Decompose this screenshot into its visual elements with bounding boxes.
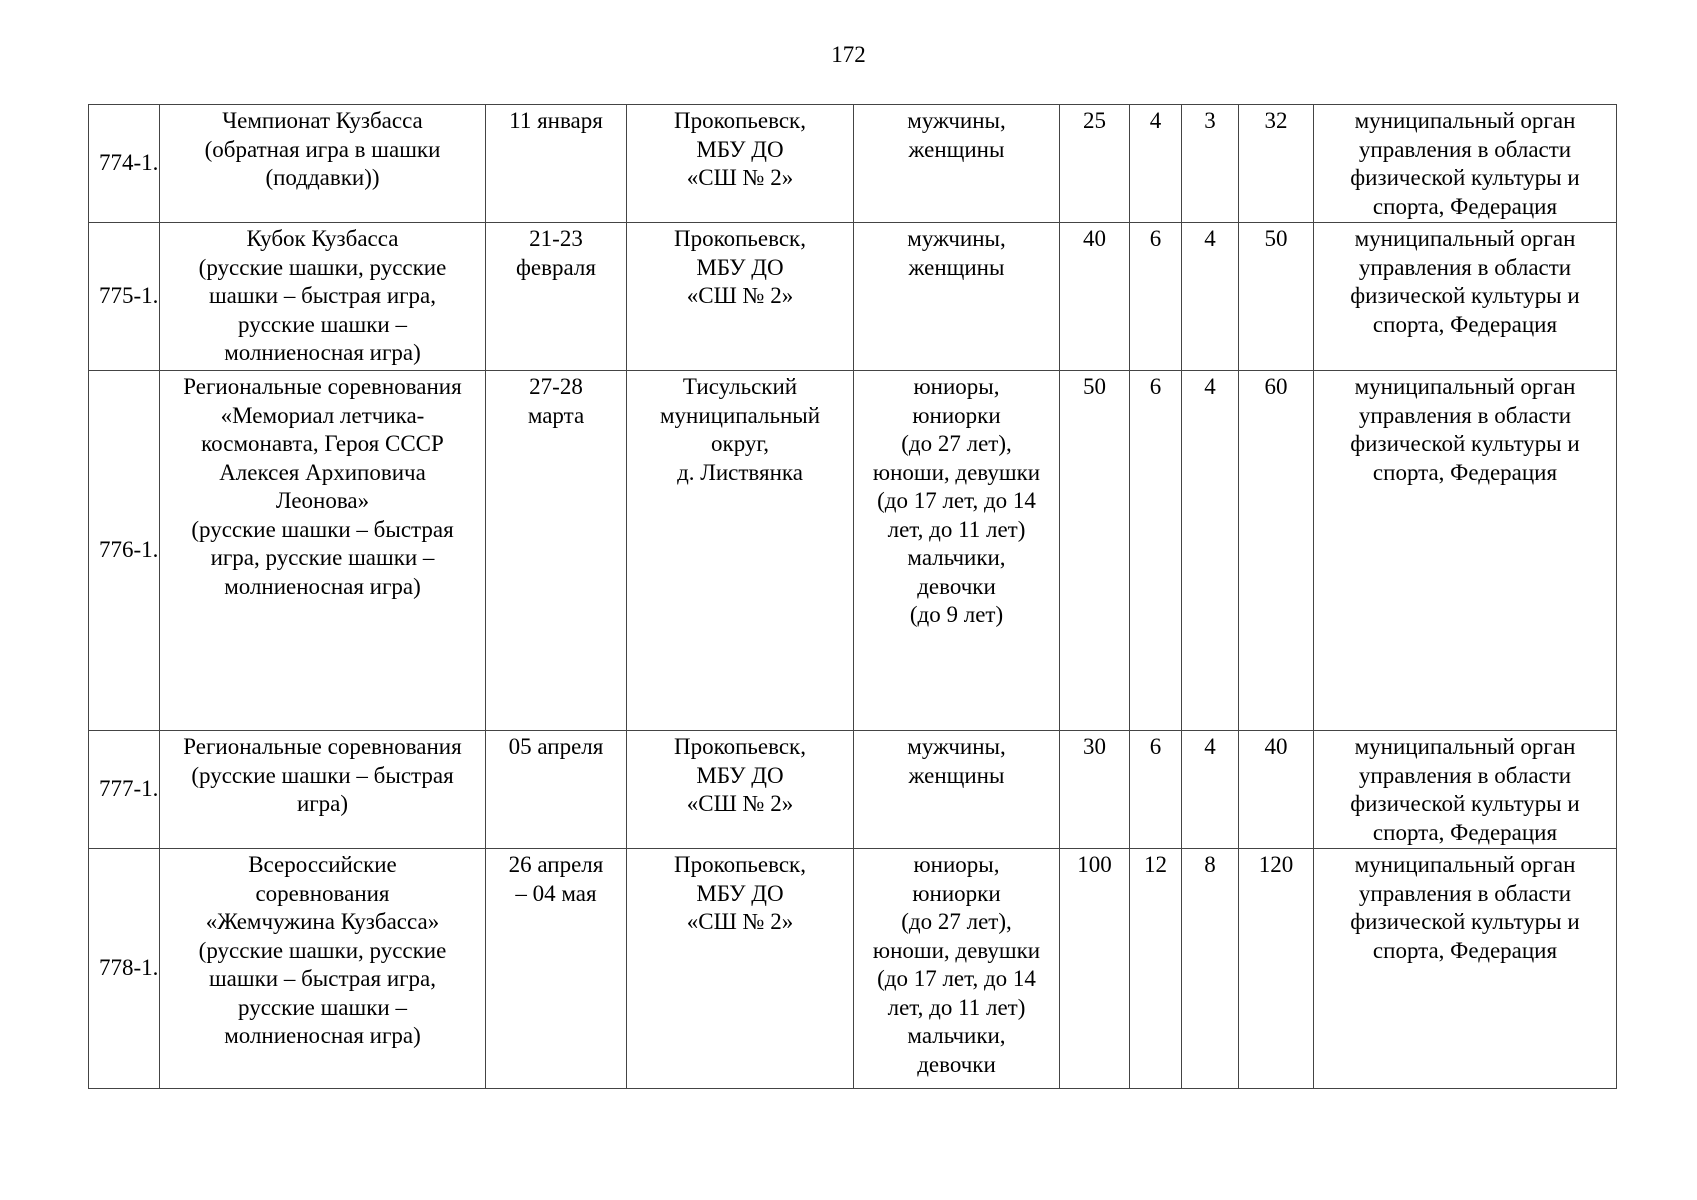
text-line: спорта, Федерация (1372, 311, 1558, 337)
text-line: (русские шашки – быстрая (191, 516, 454, 542)
event-place-cell (627, 731, 854, 849)
text-line: «СШ № 2» (686, 791, 794, 816)
text-line: февраля (516, 254, 596, 280)
event-date-cell (486, 849, 627, 1089)
text-line: 26 апреля (508, 852, 604, 877)
text-line: молниеносная игра) (224, 573, 421, 599)
text-line: (обратная игра в шашки (204, 136, 441, 162)
text-line: муниципальный (659, 402, 821, 428)
athletes-count-cell: 40 (1060, 223, 1130, 371)
text-line: управления в области (1358, 254, 1572, 280)
judges-count-cell: 3 (1182, 105, 1239, 223)
event-date-cell (486, 371, 627, 731)
text-line: космонавта, Героя СССР (201, 431, 444, 456)
event-place-cell (627, 371, 854, 731)
text-line: Прокопьевск, (674, 852, 806, 877)
text-line: девочки (917, 573, 996, 599)
text-line: (до 9 лет) (909, 602, 1004, 627)
text-line: 11 января (509, 108, 603, 133)
athletes-count-cell: 30 (1060, 731, 1130, 849)
text-line: (русские шашки – быстрая (191, 762, 454, 788)
text-line: русские шашки – (238, 994, 407, 1020)
row-number-cell: 777-1. (89, 731, 160, 849)
total-count-cell: 32 (1239, 105, 1314, 223)
total-count-cell: 40 (1239, 731, 1314, 849)
row-number-cell: 775-1. (89, 223, 160, 371)
coaches-count-cell: 12 (1130, 849, 1182, 1089)
text-line: юниоры, (913, 852, 1000, 877)
coaches-count-cell: 6 (1130, 731, 1182, 849)
text-line: «Мемориал летчика- (220, 402, 425, 428)
text-line: (русские шашки, русские (198, 254, 447, 280)
text-line: «Жемчужина Кузбасса» (205, 909, 440, 934)
event-date-cell (486, 105, 627, 223)
participants-cell (854, 105, 1060, 223)
text-line: (до 17 лет, до 14 (877, 966, 1036, 991)
event-name-cell (160, 731, 486, 849)
coaches-count-cell: 4 (1130, 105, 1182, 223)
text-line: юниорки (912, 880, 1001, 906)
text-line: шашки – быстрая игра, (208, 966, 437, 991)
text-line: МБУ ДО (696, 762, 784, 788)
text-line: муниципальный орган (1354, 226, 1576, 251)
event-name-cell (160, 371, 486, 731)
text-line: Алексея Архиповича (219, 459, 426, 485)
organizer-cell (1314, 849, 1617, 1089)
participants-cell (854, 731, 1060, 849)
event-place-cell (627, 105, 854, 223)
text-line: лет, до 11 лет) (887, 994, 1026, 1020)
text-line: управления в области (1358, 402, 1572, 428)
text-line: Тисульский (682, 374, 798, 399)
text-line: мальчики, (907, 1023, 1006, 1048)
total-count-cell: 50 (1239, 223, 1314, 371)
text-line: Всероссийские (248, 852, 397, 877)
text-line: мальчики, (907, 545, 1006, 570)
event-place-cell (627, 223, 854, 371)
event-name-cell (160, 849, 486, 1089)
text-line: русские шашки – (238, 311, 407, 337)
text-line: 05 апреля (508, 734, 604, 759)
text-line: соревнования (255, 880, 390, 906)
text-line: муниципальный орган (1354, 108, 1576, 133)
participants-cell (854, 371, 1060, 731)
text-line: (до 27 лет), (901, 909, 1012, 934)
organizer-cell (1314, 371, 1617, 731)
organizer-cell (1314, 731, 1617, 849)
organizer-cell (1314, 223, 1617, 371)
event-name-cell (160, 223, 486, 371)
total-count-cell: 60 (1239, 371, 1314, 731)
text-line: юноши, девушки (872, 459, 1041, 485)
organizer-cell (1314, 105, 1617, 223)
text-line: мужчины, (907, 226, 1006, 251)
text-line: управления в области (1358, 762, 1572, 788)
row-number-cell: 774-1. (89, 105, 160, 223)
text-line: (русские шашки, русские (198, 937, 447, 963)
text-line: марта (527, 402, 585, 428)
participants-cell (854, 849, 1060, 1089)
text-line: женщины (908, 762, 1005, 788)
text-line: физической культуры и (1350, 909, 1580, 934)
text-line: Чемпионат Кузбасса (222, 108, 423, 133)
text-line: Прокопьевск, (674, 226, 806, 251)
text-line: округ, (711, 431, 769, 456)
table-row (89, 223, 1617, 371)
text-line: МБУ ДО (696, 136, 784, 162)
row-number-cell: 776-1. (89, 371, 160, 731)
text-line: (до 17 лет, до 14 (877, 488, 1036, 513)
text-line: «СШ № 2» (686, 909, 794, 934)
text-line: «СШ № 2» (686, 165, 794, 190)
text-line: шашки – быстрая игра, (208, 283, 437, 308)
text-line: молниеносная игра) (224, 1023, 421, 1048)
athletes-count-cell: 25 (1060, 105, 1130, 223)
participants-cell (854, 223, 1060, 371)
athletes-count-cell: 50 (1060, 371, 1130, 731)
table-row (89, 849, 1617, 1089)
table-row (89, 105, 1617, 223)
text-line: юниорки (912, 402, 1001, 428)
text-line: МБУ ДО (696, 880, 784, 906)
text-line: Региональные соревнования (183, 734, 462, 759)
competition-schedule-table (88, 104, 1617, 1089)
text-line: 27-28 (529, 374, 583, 399)
text-line: МБУ ДО (696, 254, 784, 280)
text-line: юноши, девушки (872, 937, 1041, 963)
text-line: Региональные соревнования (183, 374, 462, 399)
text-line: управления в области (1358, 136, 1572, 162)
total-count-cell: 120 (1239, 849, 1314, 1089)
text-line: спорта, Федерация (1372, 193, 1558, 219)
text-line: мужчины, (907, 734, 1006, 759)
text-line: игра) (296, 791, 349, 816)
text-line: спорта, Федерация (1372, 819, 1558, 845)
text-line: девочки (917, 1051, 996, 1077)
text-line: – 04 мая (515, 880, 597, 906)
text-line: физической культуры и (1350, 283, 1580, 308)
text-line: муниципальный орган (1354, 734, 1576, 759)
athletes-count-cell: 100 (1060, 849, 1130, 1089)
coaches-count-cell: 6 (1130, 223, 1182, 371)
text-line: (до 27 лет), (901, 431, 1012, 456)
text-line: спорта, Федерация (1372, 459, 1558, 485)
text-line: 21-23 (529, 226, 583, 251)
text-line: Леонова» (275, 488, 370, 513)
text-line: мужчины, (907, 108, 1006, 133)
event-name-cell (160, 105, 486, 223)
table-row (89, 371, 1617, 731)
text-line: д. Листвянка (677, 459, 803, 485)
text-line: (поддавки)) (265, 165, 380, 190)
judges-count-cell: 4 (1182, 223, 1239, 371)
text-line: молниеносная игра) (224, 340, 421, 365)
text-line: физической культуры и (1350, 791, 1580, 816)
event-date-cell (486, 223, 627, 371)
event-date-cell (486, 731, 627, 849)
judges-count-cell: 4 (1182, 731, 1239, 849)
text-line: управления в области (1358, 880, 1572, 906)
text-line: «СШ № 2» (686, 283, 794, 308)
text-line: игра, русские шашки – (210, 545, 435, 570)
judges-count-cell: 8 (1182, 849, 1239, 1089)
text-line: лет, до 11 лет) (887, 516, 1026, 542)
table-row (89, 731, 1617, 849)
text-line: Прокопьевск, (674, 734, 806, 759)
text-line: физической культуры и (1350, 431, 1580, 456)
text-line: женщины (908, 136, 1005, 162)
text-line: физической культуры и (1350, 165, 1580, 190)
judges-count-cell: 4 (1182, 371, 1239, 731)
text-line: Кубок Кузбасса (246, 226, 399, 251)
text-line: муниципальный орган (1354, 852, 1576, 877)
event-place-cell (627, 849, 854, 1089)
text-line: женщины (908, 254, 1005, 280)
text-line: муниципальный орган (1354, 374, 1576, 399)
text-line: спорта, Федерация (1372, 937, 1558, 963)
row-number-cell: 778-1. (89, 849, 160, 1089)
page-number: 172 (831, 42, 866, 67)
coaches-count-cell: 6 (1130, 371, 1182, 731)
text-line: юниоры, (913, 374, 1000, 399)
text-line: Прокопьевск, (674, 108, 806, 133)
